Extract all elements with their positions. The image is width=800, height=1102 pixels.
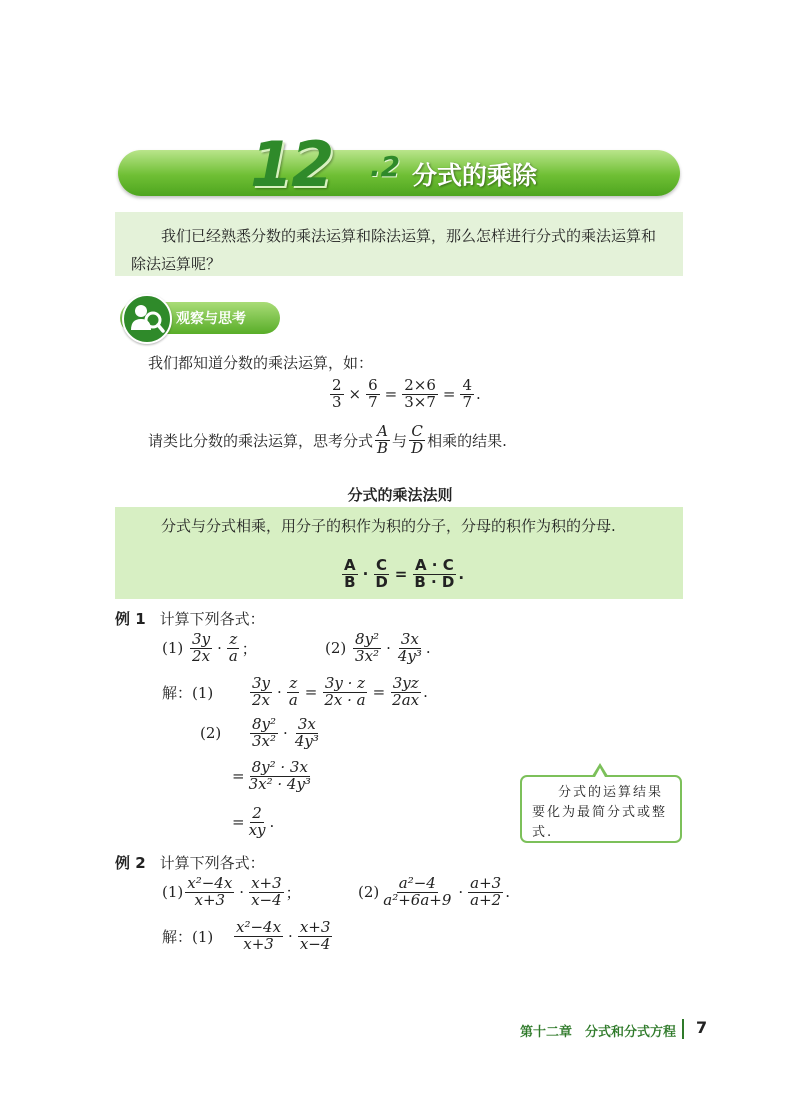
observe-icon — [122, 294, 172, 344]
example-1-solution-1: 解：(1) $\frac{3y}{2x}$ · $\frac{z}{a}$ = $\frac{3y \cdot z}{2x \cdot a}$ = $\frac{3yz}{2ax}$ . — [162, 674, 428, 709]
observe-line-1 — [148, 352, 373, 373]
intro-text: 我们已经熟悉分数的乘法运算和除法运算，那么怎样进行分式的乘法运算和除法运算呢？ — [131, 227, 657, 273]
footer-chapter: 第十二章 分式和分式方程 — [520, 1025, 677, 1040]
example-2-header — [115, 852, 265, 873]
observe-line-2: 请类比分数的乘法运算，思考分式 $\frac{A}{B}$ 与 $\frac{C}{D}$ 相乘的结果. — [148, 422, 507, 457]
example-1-problem-2: (2) $\frac{\text{8y²}}{\text{3x²}}$ · $\frac{3x}{\text{4y³}}$ . — [325, 630, 431, 665]
intro-box — [115, 212, 683, 276]
example-2-solution-1: 解：(1) $\frac{\text{x²−4x}}{x+3}$ · $\frac{x+3}{x-4}$ — [162, 918, 331, 953]
frac-A-B: $\frac{A}{B}$ — [377, 422, 389, 457]
observe-line-1-text: 我们都知道分数的乘法运算，如： — [148, 354, 374, 372]
page-number: 7 — [696, 1018, 708, 1037]
example-1-prompt: 计算下列各式： — [159, 610, 265, 628]
example-1-header — [115, 608, 265, 629]
frac-C-D: $\frac{C}{D}$ — [411, 422, 424, 457]
frac-6-7: $\frac{6}{7}$ — [368, 376, 378, 411]
fraction-example: $\frac{2}{3}$ × $\frac{6}{7}$ = $\frac{2\times 6}{3\times 7}$ = $\frac{4}{7}$ . — [332, 376, 481, 411]
section-subnumber: .2 — [370, 150, 401, 183]
rule-formula: $\frac{A}{B}$ · $\frac{C}{D}$ = $\frac{A \cdot C}{B \cdot D}$ . — [344, 556, 465, 591]
example-1-label: 例 1 — [115, 610, 146, 628]
rule-frac-result: $\frac{A \cdot C}{B \cdot D}$ — [414, 556, 455, 591]
rule-text: 分式与分式相乘，用分子的积作为积的分子，分母的积作为积的分母. — [161, 517, 616, 535]
rule-frac-A-B: $\frac{A}{B}$ — [344, 556, 356, 591]
example-1-solution-2: (2) $\frac{\text{8y²}}{\text{3x²}}$ · $\frac{3x}{\text{4y³}}$ — [200, 715, 319, 750]
footer-divider — [682, 1019, 684, 1039]
section-number: 12 — [250, 128, 333, 201]
note-text: 分式的运算结果要化为最简分式或整式. — [532, 785, 668, 840]
rule-title: 分式的乘法法则 — [347, 486, 453, 504]
example-1-solution-2-step-3: = $\frac{2}{xy}$ . — [232, 804, 275, 839]
section-title: 分式的乘除 — [412, 161, 538, 190]
example-1-solution-2-step-2: = $\frac{\text{8y² · 3x}}{\text{3x² · 4y³}}$ — [232, 758, 311, 793]
example-2-problem-2: (2) $\frac{\text{a²−4}}{\text{a²+6a+9}}$ · $\frac{a+3}{a+2}$ . — [358, 874, 510, 909]
frac-2-3: $\frac{2}{3}$ — [332, 376, 342, 411]
people-magnifier-icon — [124, 296, 170, 342]
example-1-problem-1: (1) $\frac{3y}{2x}$ · $\frac{z}{a}$ ； — [162, 630, 257, 665]
example-2-prompt: 计算下列各式： — [159, 854, 265, 872]
observe-label: 观察与思考 — [176, 311, 246, 327]
example-2-label: 例 2 — [115, 854, 146, 872]
frac-product: $\frac{2\times 6}{3\times 7}$ — [404, 376, 436, 411]
frac-4-7: $\frac{4}{7}$ — [462, 376, 473, 411]
note-box — [520, 775, 682, 843]
note-pointer-inner — [595, 768, 605, 777]
example-2-problem-1: (1) $\frac{\text{x²−4x}}{x+3}$ · $\frac{x+3}{x-4}$ ； — [162, 874, 301, 909]
rule-frac-C-D: $\frac{C}{D}$ — [375, 556, 388, 591]
